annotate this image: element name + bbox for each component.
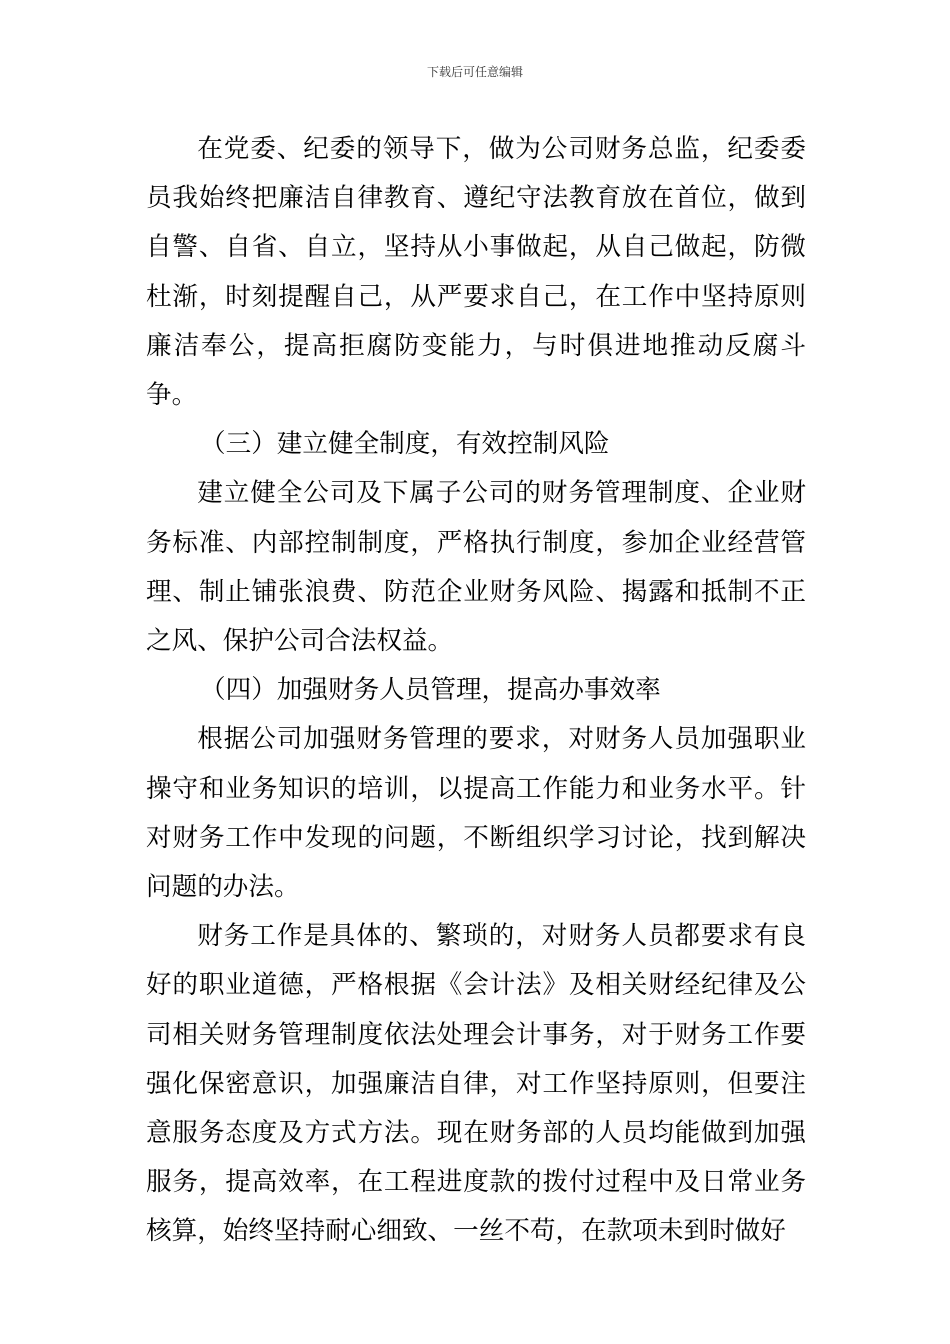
page-header: 下载后可任意编辑 xyxy=(426,65,523,79)
paragraph-staff-training: 根据公司加强财务管理的要求，对财务人员加强职业操守和业务知识的培训，以提高工作能力和业务水平。针对财务工作中发现的问题，不断组织学习讨论，找到解决问题的办法。 xyxy=(146,724,806,903)
document-body xyxy=(146,125,806,1257)
section-heading-three: （三）建立健全制度，有效控制风险 xyxy=(200,429,610,460)
paragraph-work-ethics: 财务工作是具体的、繁琐的，对财务人员都要求有良好的职业道德，严格根据《会计法》及相关财经纪律及公司相关财务管理制度依法处理会计事务，对于财务工作要强化保密意识，加强廉洁自律，对工作坚持原则，但要注意服务态度及方式方法。现在财务部的人员均能做到加强服务，提高效率，在工程进度款的拨付过程中及日常业务核算，始终坚持耐心细致、一丝不苟，在款项未到时做好 xyxy=(146,921,806,1247)
paragraph-systems: 建立健全公司及下属子公司的财务管理制度、企业财务标准、内部控制制度，严格执行制度，参加企业经营管理、制止铺张浪费、防范企业财务风险、揭露和抵制不正之风、保护公司合法权益。 xyxy=(146,478,806,657)
paragraph-integrity: 在党委、纪委的领导下，做为公司财务总监，纪委委员我始终把廉洁自律教育、遵纪守法教育放在首位，做到自警、自省、自立，坚持从小事做起，从自己做起，防微杜渐，时刻提醒自己，从严要求自己，在工作中坚持原则廉洁奉公，提高拒腐防变能力，与时俱进地推动反腐斗争。 xyxy=(146,134,806,411)
section-heading-four: （四）加强财务人员管理，提高办事效率 xyxy=(200,675,661,706)
